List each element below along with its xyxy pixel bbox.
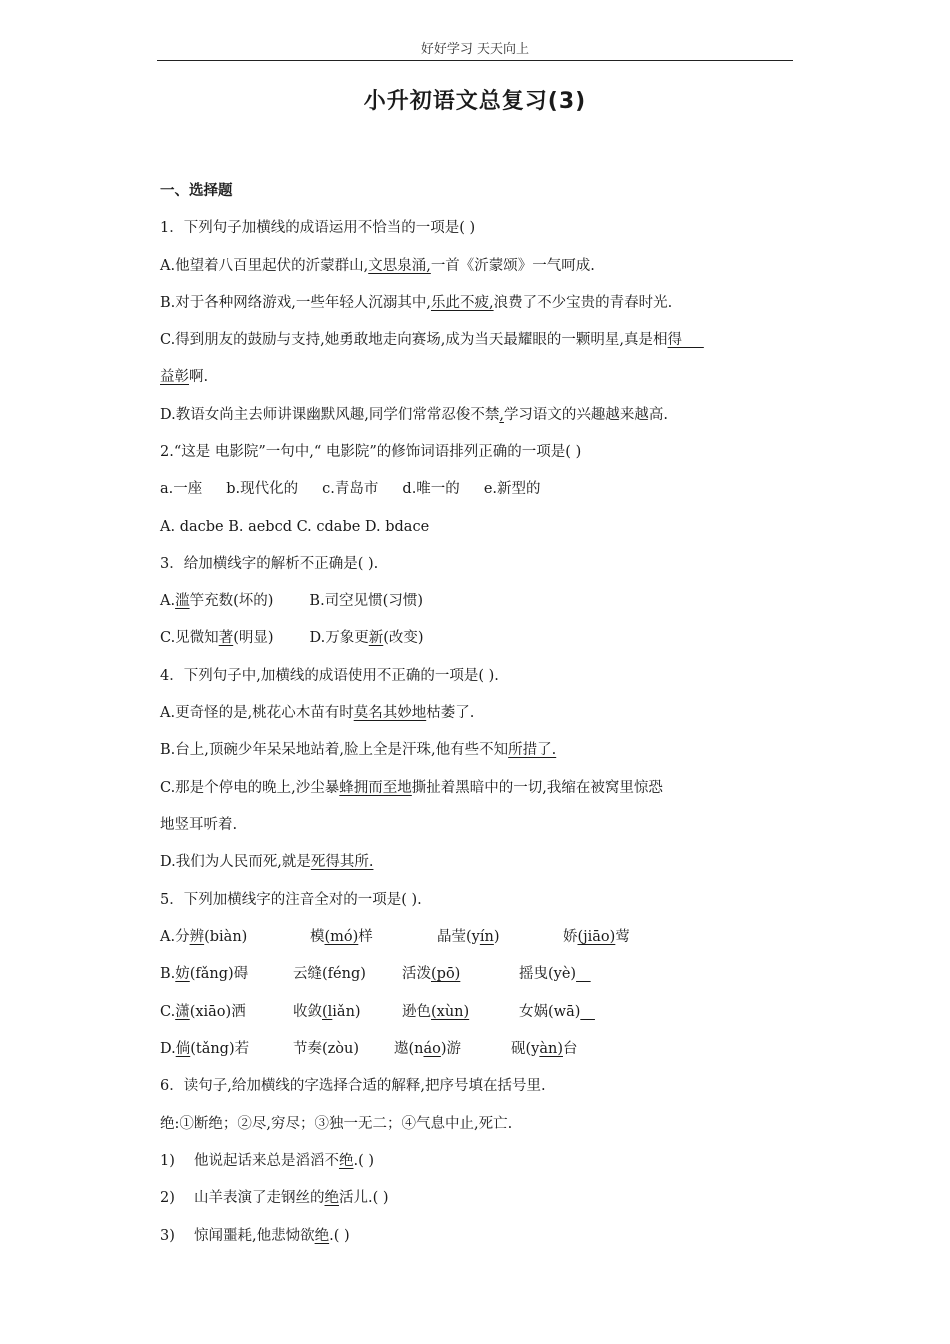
question-5-option-a: A.分辨(biàn) 模(mó)样 晶莹(yín) 娇(jiāo)莺 (160, 929, 630, 945)
question-4-option-b: B.台上,顶碗少年呆呆地站着,脸上全是汗珠,他有些不知所措了. (160, 742, 557, 758)
question-4-option-c: C.那是个停电的晚上,沙尘暴蜂拥而至地撕扯着黑暗中的一切,我缩在被窝里惊恐 (160, 780, 663, 796)
underlined-text: 蜂拥而至地 (339, 780, 412, 796)
question-4-stem: 4．下列句子中,加横线的成语使用不正确的一项是( ). (160, 668, 499, 684)
underlined-text: 绝 (339, 1153, 354, 1169)
underlined-text: 死得其所. (310, 854, 374, 870)
underlined-text: 所措了. (508, 742, 557, 758)
document-title: 小升初语文总复习(3) (363, 89, 587, 114)
question-5-option-d: D.倘(tǎng)若 节奏(zòu) 遨(náo)游 砚(yàn)台 (160, 1041, 578, 1057)
question-5-option-c: C.潇(xiāo)洒 收敛(liǎn) 逊色(xùn) 女娲(wā)__ (160, 1004, 595, 1020)
question-4-option-c-cont: 地竖耳听着. (160, 817, 238, 833)
question-2-stem: 2.“这是 电影院”一句中,“ 电影院”的修饰词语排列正确的一项是( ) (160, 444, 582, 460)
question-2-choices: a.一座 b.现代化的 c.青岛市 d.唯一的 e.新型的 (160, 481, 541, 497)
underlined-text: 绝 (314, 1228, 330, 1244)
question-3-stem: 3．给加横线字的解析不正确是( ). (160, 556, 379, 572)
question-5-stem: 5．下列加横线字的注音全对的一项是( ). (160, 892, 422, 908)
question-3-options-ab: A.滥竽充数(坏的) B.司空见惯(习惯) (160, 593, 423, 609)
question-6-sentence-1: 1) 他说起话来总是滔滔不绝.( ) (160, 1153, 375, 1169)
header-rule (157, 60, 793, 61)
underlined-text: 绝 (324, 1190, 339, 1206)
question-4-option-d: D.我们为人民而死,就是死得其所. (160, 854, 374, 870)
question-6-stem: 6．读句子,给加横线的字选择合适的解释,把序号填在括号里. (160, 1078, 546, 1094)
question-1-option-d: D.教语女尚主去师讲课幽默风趣,同学们常常忍俊不禁,学习语文的兴趣越来越高. (160, 407, 669, 423)
question-4-option-a: A.更奇怪的是,桃花心木苗有时莫名其妙地枯萎了. (160, 705, 475, 721)
section-heading: 一、选择题 (160, 183, 233, 199)
underlined-text: 益彰 (160, 369, 189, 385)
question-3-options-cd: C.见微知著(明显) D.万象更新(改变) (160, 630, 424, 646)
underlined-text: 莫名其妙地 (353, 705, 427, 721)
underlined-text: 新 (368, 630, 384, 646)
question-1-stem: 1．下列句子加横线的成语运用不恰当的一项是( ) (160, 220, 476, 236)
question-6-sentence-3: 3) 惊闻噩耗,他悲恸欲绝.( ) (160, 1228, 350, 1244)
underlined-text: 乐此不疲, (430, 295, 494, 311)
question-6-sentence-2: 2) 山羊表演了走钢丝的绝活儿.( ) (160, 1190, 389, 1206)
question-2-answers: A. dacbe B. aebcd C. cdabe D. bdace (160, 519, 430, 535)
page-header: 好好学习 天天向上 (420, 42, 530, 57)
underlined-text: , (499, 407, 504, 423)
question-1-option-c: C.得到朋友的鼓励与支持,她勇敢地走向赛场,成为当天最耀眼的一颗明星,真是相得___ (160, 332, 704, 348)
question-6-definitions: 绝:①断绝；②尽,穷尽；③独一无二；④气息中止,死亡. (160, 1116, 513, 1132)
underlined-text: 得___ (667, 332, 704, 348)
underlined-text: 文思泉涌, (368, 258, 431, 274)
underlined-text: 著 (218, 630, 234, 646)
underlined-text: 滥 (175, 593, 190, 609)
question-1-option-c-cont: 益彰啊. (160, 369, 209, 385)
question-5-option-b: B.妨(fǎng)碍 云缝(féng) 活泼(pō) 摇曳(yè)__ (160, 966, 591, 982)
question-1-option-a: A.他望着八百里起伏的沂蒙群山,文思泉涌,一首《沂蒙颂》一气呵成. (160, 258, 595, 274)
question-1-option-b: B.对于各种网络游戏,一些年轻人沉溺其中,乐此不疲,浪费了不少宝贵的青春时光. (160, 295, 673, 311)
